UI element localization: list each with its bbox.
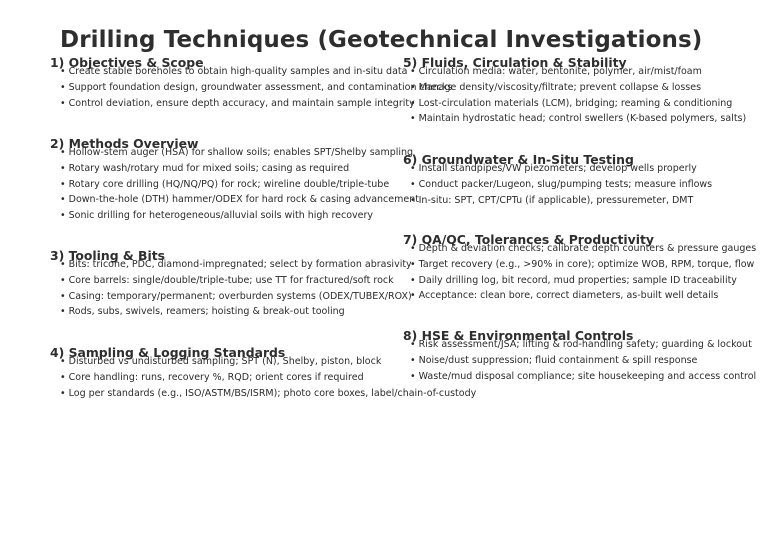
bullet-list <box>403 64 746 127</box>
list-item: • Disturbed vs undisturbed sampling; SPT (N), Shelby, piston, block <box>50 354 476 370</box>
list-item: • Core handling: runs, recovery %, RQD; orient cores if required <box>50 370 476 386</box>
list-item: • Core barrels: single/double/triple-tube; use TT for fractured/soft rock <box>50 273 412 289</box>
list-item: • Rotary wash/rotary mud for mixed soils; casing as required <box>50 161 419 177</box>
page-title: Drilling Techniques (Geotechnical Investigations) <box>60 27 703 53</box>
list-item: • Target recovery (e.g., >90% in core); optimize WOB, RPM, torque, flow <box>403 257 756 273</box>
section-heading: 6) Groundwater & In-Situ Testing <box>403 152 634 167</box>
list-item: • In-situ: SPT, CPT/CPTu (if applicable), pressuremeter, DMT <box>403 193 712 209</box>
section-heading: 7) QA/QC, Tolerances & Productivity <box>403 232 654 247</box>
section-qaqc <box>403 233 756 304</box>
bullet-list <box>403 161 712 208</box>
list-item: • Noise/dust suppression; fluid containment & spill response <box>403 353 756 369</box>
list-item: • Install standpipes/VW piezometers; develop wells properly <box>403 161 712 177</box>
bullet-list <box>50 64 452 111</box>
section-heading: 2) Methods Overview <box>50 136 199 151</box>
section-heading: 3) Tooling & Bits <box>50 248 166 263</box>
list-item: • Daily drilling log, bit record, mud properties; sample ID traceability <box>403 273 756 289</box>
list-item: • Hollow-stem auger (HSA) for shallow soils; enables SPT/Shelby sampling <box>50 145 419 161</box>
section-heading: 5) Fluids, Circulation & Stability <box>403 55 627 70</box>
list-item: • Conduct packer/Lugeon, slug/pumping tests; measure inflows <box>403 177 712 193</box>
bullet-list <box>403 241 756 304</box>
list-item: • Acceptance: clean bore, correct diameters, as-built well details <box>403 288 756 304</box>
list-item: • Rods, subs, swivels, reamers; hoisting & break-out tooling <box>50 304 412 320</box>
section-objectives <box>50 56 452 111</box>
section-tooling <box>50 249 412 320</box>
list-item: • Manage density/viscosity/filtrate; prevent collapse & losses <box>403 80 746 96</box>
list-item: • Waste/mud disposal compliance; site housekeeping and access control <box>403 369 756 385</box>
list-item: • Depth & deviation checks; calibrate depth counters & pressure gauges <box>403 241 756 257</box>
list-item: • Support foundation design, groundwater assessment, and contamination checks <box>50 80 452 96</box>
section-heading: 1) Objectives & Scope <box>50 55 204 70</box>
list-item: • Sonic drilling for heterogeneous/alluvial soils with high recovery <box>50 208 419 224</box>
list-item: • Log per standards (e.g., ISO/ASTM/BS/ISRM); photo core boxes, label/chain-of-custody <box>50 386 476 402</box>
list-item: • Risk assessment/JSA; lifting & rod-handling safety; guarding & lockout <box>403 337 756 353</box>
list-item: • Casing: temporary/permanent; overburden systems (ODEX/TUBEX/ROX) <box>50 289 412 305</box>
list-item: • Bits: tricone, PDC, diamond-impregnated; select by formation abrasivity <box>50 257 412 273</box>
bullet-list <box>403 337 756 384</box>
section-methods <box>50 137 419 224</box>
list-item: • Down-the-hole (DTH) hammer/ODEX for hard rock & casing advancement <box>50 192 419 208</box>
bullet-list <box>50 145 419 224</box>
bullet-list <box>50 257 412 320</box>
list-item: • Rotary core drilling (HQ/NQ/PQ) for rock; wireline double/triple-tube <box>50 177 419 193</box>
section-groundwater <box>403 153 712 208</box>
section-fluids <box>403 56 746 127</box>
section-heading: 4) Sampling & Logging Standards <box>50 345 286 360</box>
list-item: • Circulation media: water, bentonite, polymer, air/mist/foam <box>403 64 746 80</box>
list-item: • Maintain hydrostatic head; control swellers (K-based polymers, salts) <box>403 111 746 127</box>
list-item: • Create stable boreholes to obtain high-quality samples and in-situ data <box>50 64 452 80</box>
list-item: • Control deviation, ensure depth accuracy, and maintain sample integrity <box>50 96 452 112</box>
list-item: • Lost-circulation materials (LCM), bridging; reaming & conditioning <box>403 96 746 112</box>
section-heading: 8) HSE & Environmental Controls <box>403 328 634 343</box>
